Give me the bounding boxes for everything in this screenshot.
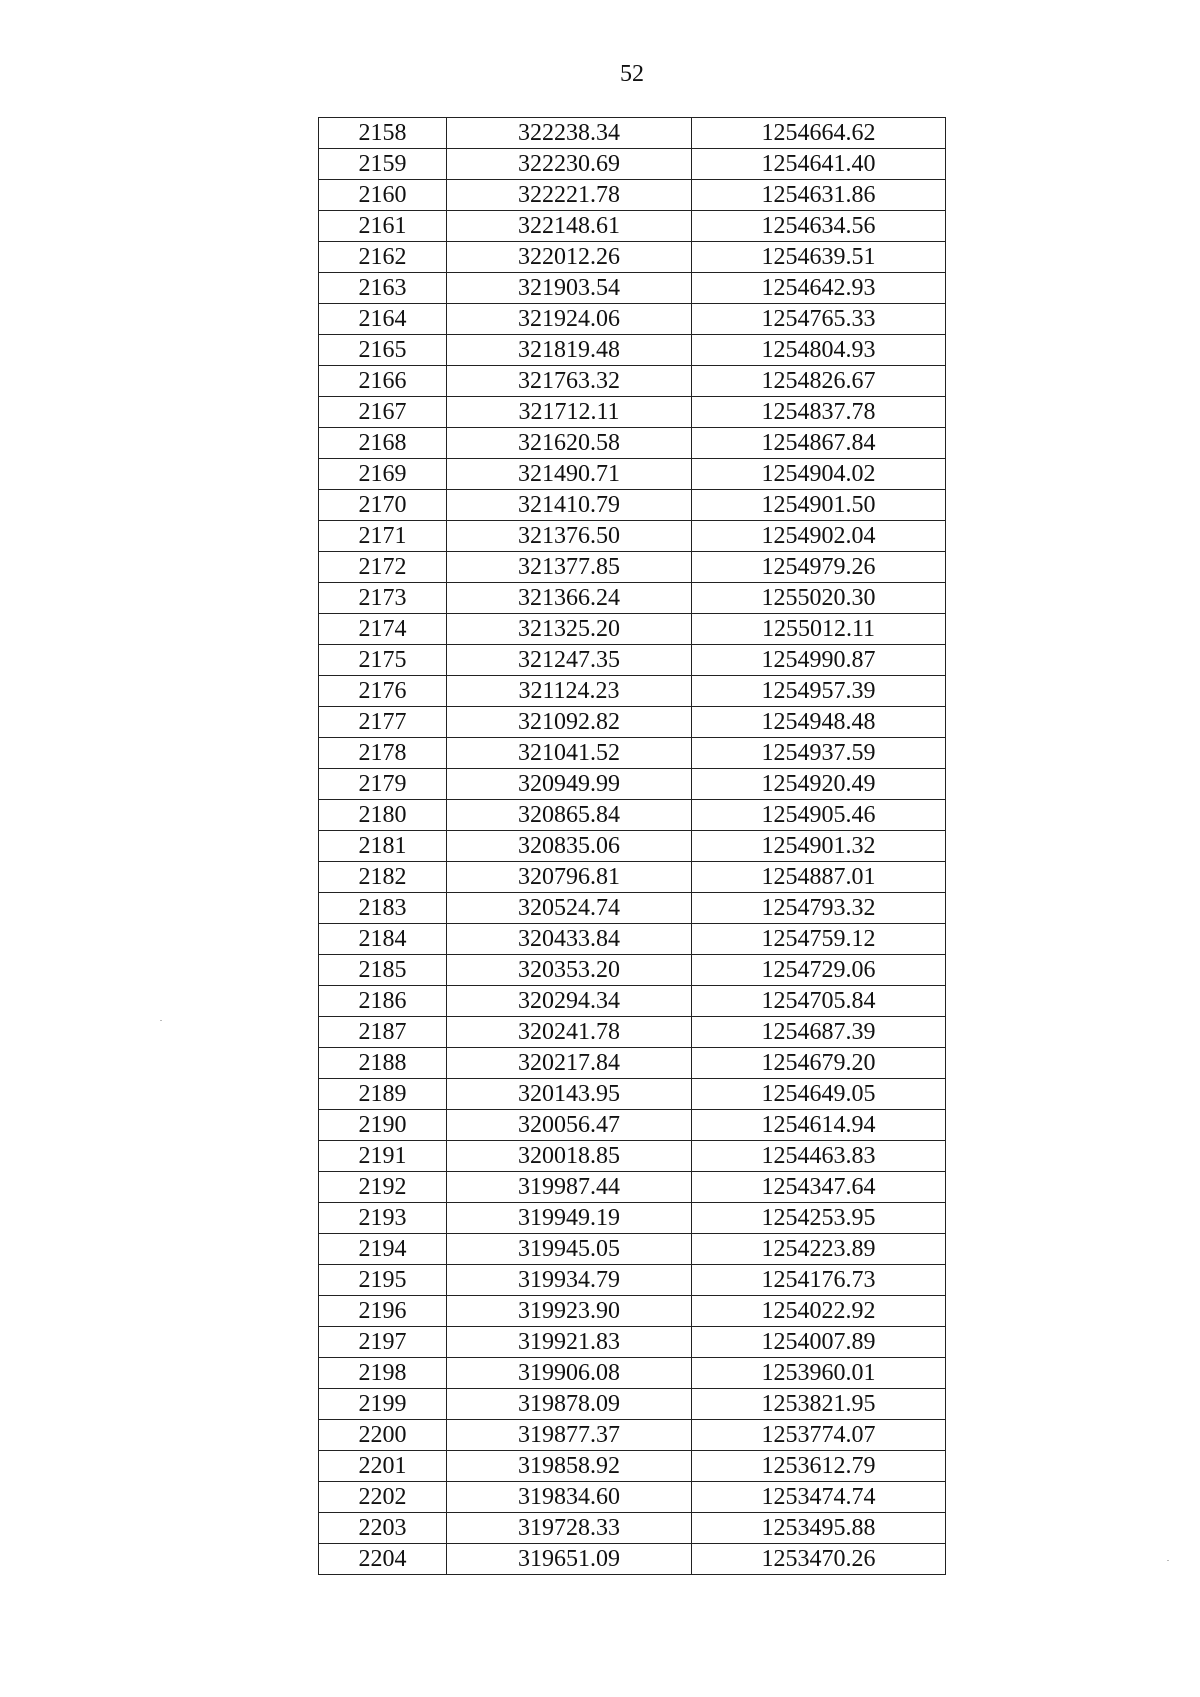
point-number-cell: 2192 [319, 1172, 447, 1203]
y-coordinate-cell: 1254759.12 [692, 924, 946, 955]
table-row [319, 769, 946, 800]
table-row [319, 1451, 946, 1482]
x-coordinate-cell: 319906.08 [447, 1358, 692, 1389]
x-coordinate-cell: 322230.69 [447, 149, 692, 180]
x-coordinate-cell: 321819.48 [447, 335, 692, 366]
y-coordinate-cell: 1254614.94 [692, 1110, 946, 1141]
y-coordinate-cell: 1254979.26 [692, 552, 946, 583]
point-number-cell: 2159 [319, 149, 447, 180]
x-coordinate-cell: 320949.99 [447, 769, 692, 800]
y-coordinate-cell: 1254937.59 [692, 738, 946, 769]
point-number-cell: 2174 [319, 614, 447, 645]
table-row [319, 1079, 946, 1110]
point-number-cell: 2191 [319, 1141, 447, 1172]
table-row [319, 149, 946, 180]
point-number-cell: 2197 [319, 1327, 447, 1358]
y-coordinate-cell: 1254902.04 [692, 521, 946, 552]
table-row [319, 552, 946, 583]
table-row [319, 366, 946, 397]
y-coordinate-cell: 1254837.78 [692, 397, 946, 428]
table-row [319, 1048, 946, 1079]
table-row [319, 1296, 946, 1327]
point-number-cell: 2193 [319, 1203, 447, 1234]
table-row [319, 1141, 946, 1172]
table-row [319, 955, 946, 986]
table-row [319, 1110, 946, 1141]
x-coordinate-cell: 320524.74 [447, 893, 692, 924]
x-coordinate-cell: 320433.84 [447, 924, 692, 955]
point-number-cell: 2195 [319, 1265, 447, 1296]
y-coordinate-cell: 1254887.01 [692, 862, 946, 893]
x-coordinate-cell: 321377.85 [447, 552, 692, 583]
point-number-cell: 2169 [319, 459, 447, 490]
x-coordinate-cell: 320294.34 [447, 986, 692, 1017]
y-coordinate-cell: 1253470.26 [692, 1544, 946, 1575]
table-row [319, 304, 946, 335]
table-row [319, 1358, 946, 1389]
coordinates-table [318, 117, 946, 1575]
x-coordinate-cell: 319921.83 [447, 1327, 692, 1358]
point-number-cell: 2196 [319, 1296, 447, 1327]
y-coordinate-cell: 1254639.51 [692, 242, 946, 273]
x-coordinate-cell: 320353.20 [447, 955, 692, 986]
scan-speck [160, 1020, 162, 1021]
table-row [319, 490, 946, 521]
point-number-cell: 2180 [319, 800, 447, 831]
point-number-cell: 2185 [319, 955, 447, 986]
y-coordinate-cell: 1254948.48 [692, 707, 946, 738]
table-row [319, 1327, 946, 1358]
x-coordinate-cell: 319878.09 [447, 1389, 692, 1420]
y-coordinate-cell: 1254905.46 [692, 800, 946, 831]
scan-speck [1167, 1560, 1169, 1561]
point-number-cell: 2163 [319, 273, 447, 304]
table-row [319, 180, 946, 211]
table-row [319, 800, 946, 831]
table-row [319, 335, 946, 366]
y-coordinate-cell: 1254634.56 [692, 211, 946, 242]
table-row [319, 707, 946, 738]
x-coordinate-cell: 319728.33 [447, 1513, 692, 1544]
x-coordinate-cell: 320056.47 [447, 1110, 692, 1141]
y-coordinate-cell: 1254664.62 [692, 118, 946, 149]
y-coordinate-cell: 1253960.01 [692, 1358, 946, 1389]
point-number-cell: 2194 [319, 1234, 447, 1265]
table-row [319, 1017, 946, 1048]
y-coordinate-cell: 1254729.06 [692, 955, 946, 986]
table-row [319, 893, 946, 924]
point-number-cell: 2190 [319, 1110, 447, 1141]
point-number-cell: 2161 [319, 211, 447, 242]
table-row [319, 924, 946, 955]
table-row [319, 676, 946, 707]
y-coordinate-cell: 1254641.40 [692, 149, 946, 180]
point-number-cell: 2186 [319, 986, 447, 1017]
x-coordinate-cell: 320241.78 [447, 1017, 692, 1048]
y-coordinate-cell: 1254347.64 [692, 1172, 946, 1203]
point-number-cell: 2187 [319, 1017, 447, 1048]
point-number-cell: 2166 [319, 366, 447, 397]
y-coordinate-cell: 1253821.95 [692, 1389, 946, 1420]
x-coordinate-cell: 320217.84 [447, 1048, 692, 1079]
table-row [319, 986, 946, 1017]
point-number-cell: 2203 [319, 1513, 447, 1544]
point-number-cell: 2164 [319, 304, 447, 335]
point-number-cell: 2165 [319, 335, 447, 366]
point-number-cell: 2179 [319, 769, 447, 800]
y-coordinate-cell: 1253612.79 [692, 1451, 946, 1482]
page-number: 52 [620, 61, 644, 87]
y-coordinate-cell: 1254705.84 [692, 986, 946, 1017]
point-number-cell: 2158 [319, 118, 447, 149]
y-coordinate-cell: 1254679.20 [692, 1048, 946, 1079]
y-coordinate-cell: 1254687.39 [692, 1017, 946, 1048]
x-coordinate-cell: 319858.92 [447, 1451, 692, 1482]
y-coordinate-cell: 1254990.87 [692, 645, 946, 676]
table-row [319, 583, 946, 614]
table-row [319, 614, 946, 645]
table-row [319, 397, 946, 428]
x-coordinate-cell: 322221.78 [447, 180, 692, 211]
table-row [319, 459, 946, 490]
point-number-cell: 2198 [319, 1358, 447, 1389]
x-coordinate-cell: 321903.54 [447, 273, 692, 304]
point-number-cell: 2168 [319, 428, 447, 459]
table-row [319, 521, 946, 552]
point-number-cell: 2184 [319, 924, 447, 955]
y-coordinate-cell: 1254957.39 [692, 676, 946, 707]
x-coordinate-cell: 320865.84 [447, 800, 692, 831]
y-coordinate-cell: 1254765.33 [692, 304, 946, 335]
table-row [319, 831, 946, 862]
point-number-cell: 2170 [319, 490, 447, 521]
table-row [319, 428, 946, 459]
table-row [319, 862, 946, 893]
table-row [319, 738, 946, 769]
y-coordinate-cell: 1254463.83 [692, 1141, 946, 1172]
y-coordinate-cell: 1254920.49 [692, 769, 946, 800]
table-row [319, 242, 946, 273]
table-body [319, 118, 946, 1575]
y-coordinate-cell: 1254253.95 [692, 1203, 946, 1234]
x-coordinate-cell: 321041.52 [447, 738, 692, 769]
x-coordinate-cell: 320018.85 [447, 1141, 692, 1172]
point-number-cell: 2178 [319, 738, 447, 769]
x-coordinate-cell: 321763.32 [447, 366, 692, 397]
y-coordinate-cell: 1255020.30 [692, 583, 946, 614]
x-coordinate-cell: 319949.19 [447, 1203, 692, 1234]
table-row [319, 1482, 946, 1513]
x-coordinate-cell: 321376.50 [447, 521, 692, 552]
point-number-cell: 2189 [319, 1079, 447, 1110]
y-coordinate-cell: 1254793.32 [692, 893, 946, 924]
point-number-cell: 2183 [319, 893, 447, 924]
y-coordinate-cell: 1253774.07 [692, 1420, 946, 1451]
x-coordinate-cell: 322238.34 [447, 118, 692, 149]
x-coordinate-cell: 320835.06 [447, 831, 692, 862]
point-number-cell: 2173 [319, 583, 447, 614]
x-coordinate-cell: 320796.81 [447, 862, 692, 893]
x-coordinate-cell: 321092.82 [447, 707, 692, 738]
point-number-cell: 2181 [319, 831, 447, 862]
y-coordinate-cell: 1254007.89 [692, 1327, 946, 1358]
y-coordinate-cell: 1254649.05 [692, 1079, 946, 1110]
point-number-cell: 2177 [319, 707, 447, 738]
x-coordinate-cell: 319945.05 [447, 1234, 692, 1265]
y-coordinate-cell: 1254901.32 [692, 831, 946, 862]
y-coordinate-cell: 1254223.89 [692, 1234, 946, 1265]
y-coordinate-cell: 1254826.67 [692, 366, 946, 397]
point-number-cell: 2172 [319, 552, 447, 583]
y-coordinate-cell: 1253474.74 [692, 1482, 946, 1513]
point-number-cell: 2175 [319, 645, 447, 676]
point-number-cell: 2167 [319, 397, 447, 428]
table-row [319, 1265, 946, 1296]
y-coordinate-cell: 1254804.93 [692, 335, 946, 366]
x-coordinate-cell: 321366.24 [447, 583, 692, 614]
y-coordinate-cell: 1254904.02 [692, 459, 946, 490]
table-row [319, 118, 946, 149]
table-row [319, 1172, 946, 1203]
point-number-cell: 2199 [319, 1389, 447, 1420]
table-row [319, 1234, 946, 1265]
point-number-cell: 2202 [319, 1482, 447, 1513]
point-number-cell: 2200 [319, 1420, 447, 1451]
x-coordinate-cell: 322012.26 [447, 242, 692, 273]
point-number-cell: 2171 [319, 521, 447, 552]
x-coordinate-cell: 319834.60 [447, 1482, 692, 1513]
y-coordinate-cell: 1253495.88 [692, 1513, 946, 1544]
table-row [319, 1389, 946, 1420]
x-coordinate-cell: 319934.79 [447, 1265, 692, 1296]
y-coordinate-cell: 1254022.92 [692, 1296, 946, 1327]
y-coordinate-cell: 1254867.84 [692, 428, 946, 459]
table-row [319, 1203, 946, 1234]
x-coordinate-cell: 319651.09 [447, 1544, 692, 1575]
point-number-cell: 2204 [319, 1544, 447, 1575]
y-coordinate-cell: 1254176.73 [692, 1265, 946, 1296]
x-coordinate-cell: 320143.95 [447, 1079, 692, 1110]
x-coordinate-cell: 321490.71 [447, 459, 692, 490]
table-row [319, 1420, 946, 1451]
x-coordinate-cell: 322148.61 [447, 211, 692, 242]
point-number-cell: 2182 [319, 862, 447, 893]
table-row [319, 211, 946, 242]
point-number-cell: 2160 [319, 180, 447, 211]
x-coordinate-cell: 319923.90 [447, 1296, 692, 1327]
y-coordinate-cell: 1254901.50 [692, 490, 946, 521]
table-row [319, 1544, 946, 1575]
x-coordinate-cell: 321124.23 [447, 676, 692, 707]
x-coordinate-cell: 321620.58 [447, 428, 692, 459]
point-number-cell: 2201 [319, 1451, 447, 1482]
y-coordinate-cell: 1254642.93 [692, 273, 946, 304]
table-row [319, 1513, 946, 1544]
x-coordinate-cell: 321410.79 [447, 490, 692, 521]
y-coordinate-cell: 1254631.86 [692, 180, 946, 211]
x-coordinate-cell: 321924.06 [447, 304, 692, 335]
x-coordinate-cell: 321325.20 [447, 614, 692, 645]
x-coordinate-cell: 321712.11 [447, 397, 692, 428]
x-coordinate-cell: 319987.44 [447, 1172, 692, 1203]
x-coordinate-cell: 321247.35 [447, 645, 692, 676]
y-coordinate-cell: 1255012.11 [692, 614, 946, 645]
table-row [319, 273, 946, 304]
x-coordinate-cell: 319877.37 [447, 1420, 692, 1451]
point-number-cell: 2188 [319, 1048, 447, 1079]
point-number-cell: 2162 [319, 242, 447, 273]
table-row [319, 645, 946, 676]
point-number-cell: 2176 [319, 676, 447, 707]
